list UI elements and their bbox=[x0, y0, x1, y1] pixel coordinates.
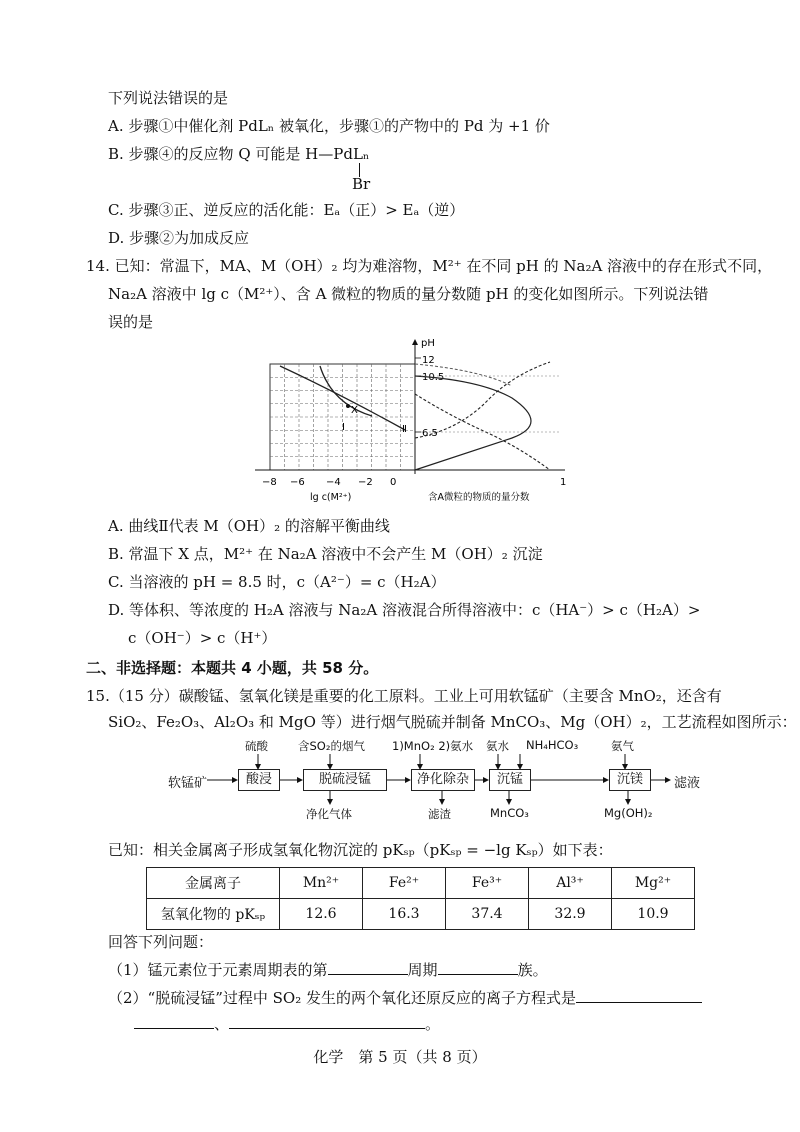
answer-blank-equation-1b[interactable] bbox=[134, 1014, 214, 1029]
flow-box-mg-precip: 沉镁 bbox=[609, 769, 651, 791]
x-tick-1: 1 bbox=[560, 477, 567, 488]
flow-bottom-clean-gas: 净化气体 bbox=[306, 807, 352, 821]
y-tick-10-5: 10.5 bbox=[422, 372, 445, 383]
q15-sub1-text-c: 族。 bbox=[517, 961, 548, 979]
q14-stem-line2: Na₂A 溶液中 lg c（M²⁺）、含 A 微粒的物质的量分数随 pH 的变化如图所示。下列说法错 bbox=[108, 285, 709, 303]
q14-stem-line3: 误的是 bbox=[108, 313, 154, 331]
q15-answer-prompt: 回答下列问题： bbox=[108, 933, 214, 951]
flow-input: 软锰矿 bbox=[168, 776, 208, 791]
y-tick-6-5: 6.5 bbox=[422, 428, 438, 439]
curve-I-label: Ⅰ bbox=[342, 422, 345, 433]
q15-sub1 bbox=[108, 960, 548, 980]
flow-top-ammonia-water: 氨水 bbox=[486, 739, 509, 753]
q14-option-d-line1: D. 等体积、等浓度的 H₂A 溶液与 Na₂A 溶液混合所得溶液中：c（HA⁻）> c（H₂A）> bbox=[108, 601, 701, 619]
answer-blank-equation-2[interactable] bbox=[229, 1014, 425, 1029]
flow-box-purify: 净化除杂 bbox=[411, 769, 475, 791]
table-cell: 12.6 bbox=[280, 899, 363, 930]
q15-sub2-text: （2）“脱硫浸锰”过程中 SO₂ 发生的两个氧化还原反应的离子方程式是 bbox=[108, 989, 577, 1007]
answer-blank-equation-1a[interactable] bbox=[576, 988, 702, 1003]
q14-option-c: C. 当溶液的 pH = 8.5 时，c（A²⁻）= c（H₂A） bbox=[108, 573, 446, 591]
x-tick-neg8: −8 bbox=[262, 477, 277, 488]
x-tick-0: 0 bbox=[390, 477, 397, 488]
point-x-label: X bbox=[351, 405, 358, 416]
q14-option-d-line2: c（OH⁻）> c（H⁺） bbox=[128, 629, 277, 647]
q13-option-d: D. 步骤②为加成反应 bbox=[108, 229, 250, 247]
q15-sub1-text-a: （1）锰元素位于元素周期表的第 bbox=[108, 961, 328, 979]
q15-sub2 bbox=[108, 988, 702, 1008]
q15-known: 已知：相关金属离子形成氢氧化物沉淀的 pKₛₚ（pKₛₚ = −lg Kₛₚ）如下表： bbox=[108, 841, 613, 859]
flow-box-mn-precip: 沉锰 bbox=[489, 769, 531, 791]
q13-option-c: C. 步骤③正、逆反应的活化能：Eₐ（正）> Eₐ（逆） bbox=[108, 201, 465, 219]
flow-bottom-mnco3: MnCO₃ bbox=[490, 806, 529, 820]
table-header-cell: 金属离子 bbox=[147, 868, 280, 899]
curve-II-label: Ⅱ bbox=[402, 424, 407, 435]
table-header-cell: Fe²⁺ bbox=[363, 868, 446, 899]
table-cell: 32.9 bbox=[529, 899, 612, 930]
flow-box-desulfurize: 脱硫浸锰 bbox=[303, 769, 387, 791]
q14-chart bbox=[250, 334, 580, 504]
table-row bbox=[147, 868, 695, 899]
table-header-cell: Fe³⁺ bbox=[446, 868, 529, 899]
q14-stem-line1: 14. 已知：常温下，MA、M（OH）₂ 均为难溶物，M²⁺ 在不同 pH 的 Na₂A 溶液中的存在形式不同， bbox=[86, 257, 773, 275]
table-cell: 氢氧化物的 pKₛₚ bbox=[147, 899, 280, 930]
x-tick-neg6: −6 bbox=[290, 477, 305, 488]
section-heading: 二、非选择题：本题共 4 小题，共 58 分。 bbox=[86, 659, 379, 677]
page-footer: 化学 第 5 页（共 8 页） bbox=[313, 1048, 487, 1066]
q15-stem-line2: SiO₂、Fe₂O₃、Al₂O₃ 和 MgO 等）进行烟气脱硫并制备 MnCO₃、Mg（OH）₂，工艺流程如图所示： bbox=[108, 713, 797, 731]
flow-bottom-residue: 滤渣 bbox=[428, 807, 451, 821]
q15-sub2-sep: 、 bbox=[214, 1015, 230, 1033]
table-header-cell: Al³⁺ bbox=[529, 868, 612, 899]
grid-lines bbox=[270, 364, 415, 470]
x-tick-neg2: −2 bbox=[358, 477, 373, 488]
table-header-cell: Mg²⁺ bbox=[612, 868, 695, 899]
x-axis-label-right: 含A微粒的物质的量分数 bbox=[428, 492, 530, 503]
pksp-table bbox=[146, 867, 695, 930]
table-cell: 37.4 bbox=[446, 899, 529, 930]
table-cell: 10.9 bbox=[612, 899, 695, 930]
q15-stem-line1: 15.（15 分）碳酸锰、氢氧化镁是重要的化工原料。工业上可用软锰矿（主要含 MnO₂，还含有 bbox=[86, 687, 722, 705]
answer-blank-group[interactable] bbox=[438, 960, 518, 975]
q14-option-b: B. 常温下 X 点，M²⁺ 在 Na₂A 溶液中不会产生 M（OH）₂ 沉淀 bbox=[108, 545, 543, 563]
q13-option-b-sub: Br bbox=[352, 175, 371, 193]
q13-option-a: A. 步骤①中催化剂 PdLₙ 被氧化，步骤①的产物中的 Pd 为 +1 价 bbox=[108, 117, 550, 135]
point-x bbox=[346, 404, 350, 408]
flow-box-acid-leach: 酸浸 bbox=[238, 769, 280, 791]
x-tick-neg4: −4 bbox=[326, 477, 341, 488]
q14-option-a: A. 曲线Ⅱ代表 M（OH）₂ 的溶解平衡曲线 bbox=[108, 517, 390, 535]
table-header-cell: Mn²⁺ bbox=[280, 868, 363, 899]
q13-option-b: B. 步骤④的反应物 Q 可能是 H—PdLₙ bbox=[108, 145, 370, 163]
flow-top-flue-gas: 含SO₂的烟气 bbox=[298, 739, 365, 753]
y-axis-label: pH bbox=[421, 338, 435, 349]
curve-HA bbox=[415, 376, 531, 470]
table-cell: 16.3 bbox=[363, 899, 446, 930]
y-tick-12: 12 bbox=[422, 355, 435, 366]
flow-top-nh4hco3: NH₄HCO₃ bbox=[526, 738, 579, 752]
flow-output: 滤液 bbox=[674, 776, 701, 791]
flow-bottom-mgoh2: Mg(OH)₂ bbox=[604, 806, 653, 820]
q15-sub1-text-b: 周期 bbox=[407, 961, 438, 979]
answer-blank-period[interactable] bbox=[328, 960, 408, 975]
table-row bbox=[147, 899, 695, 930]
x-axis-label-left: lg c(M²⁺) bbox=[310, 492, 352, 503]
flow-top-mno2-ammonia: 1)MnO₂ 2)氨水 bbox=[392, 739, 474, 753]
q13-stem: 下列说法错误的是 bbox=[108, 89, 229, 107]
flow-top-ammonia-gas: 氨气 bbox=[611, 739, 634, 753]
q15-sub2-cont bbox=[134, 1014, 440, 1034]
q15-sub2-end: 。 bbox=[425, 1015, 441, 1033]
flow-top-sulfuric-acid: 硫酸 bbox=[245, 739, 268, 753]
